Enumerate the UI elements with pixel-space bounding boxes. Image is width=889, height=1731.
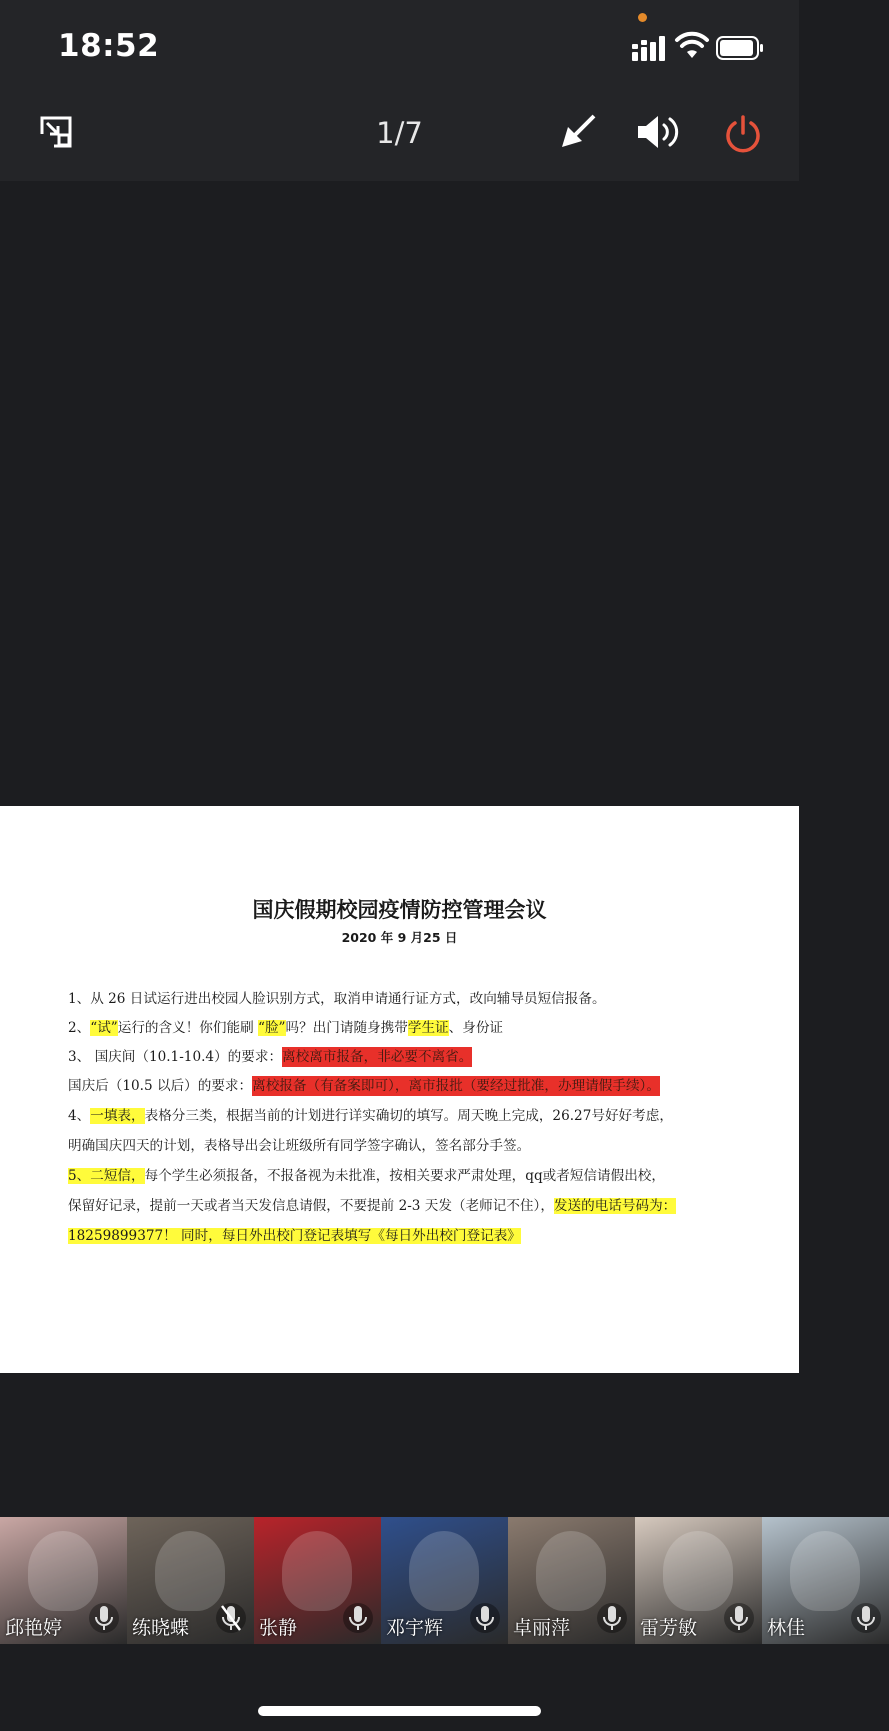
mic-icon: [724, 1600, 754, 1636]
participant-name: 张静: [259, 1617, 298, 1639]
highlighted-text: 离校离市报备，非必要不离省。: [282, 1049, 473, 1065]
speaker-icon[interactable]: [636, 114, 682, 150]
highlighted-text: 学生证: [407, 1020, 449, 1036]
participant-video: [409, 1531, 479, 1611]
participant-tile[interactable]: [0, 1517, 127, 1644]
highlighted-text: 5、二短信，: [68, 1168, 145, 1184]
line-text: 、身份证: [448, 1020, 504, 1036]
highlighted-text: 发送的电话号码为：: [553, 1198, 677, 1214]
mic-icon: [597, 1600, 627, 1636]
mic-muted-icon: [216, 1600, 246, 1636]
line-text: 运行的含义！你们能刷: [117, 1020, 259, 1036]
document-line: [68, 1106, 673, 1126]
mic-icon: [470, 1600, 500, 1636]
document-line: [68, 1018, 503, 1038]
home-indicator[interactable]: [258, 1706, 541, 1716]
document-line: [68, 1166, 665, 1186]
line-text: 保留好记录，提前一天或者当天发信息请假，不要提前 2-3 天发（老师记不住），: [68, 1198, 554, 1214]
participant-tile[interactable]: [254, 1517, 381, 1644]
shared-screen-stage: [0, 181, 799, 1517]
participant-video: [28, 1531, 98, 1611]
participant-tile[interactable]: [762, 1517, 889, 1644]
document-line: [68, 1047, 472, 1067]
participant-tile[interactable]: [508, 1517, 635, 1644]
participant-name: 练晓蝶: [132, 1617, 190, 1639]
line-text: 3、 国庆间（10.1-10.4）的要求：: [68, 1049, 283, 1065]
highlighted-text: 18259899377！ 同时，每日外出校门登记表填写《每日外出校门登记表》: [68, 1228, 521, 1244]
document-line: [68, 1226, 521, 1246]
wifi-icon: [676, 34, 708, 60]
participant-video: [663, 1531, 733, 1611]
line-text: 1、从 26 日试运行进出校园人脸识别方式，取消申请通行证方式，改向辅导员短信报备。: [68, 991, 606, 1007]
participant-tile[interactable]: [127, 1517, 254, 1644]
line-text: 吗？出门请随身携带: [285, 1020, 408, 1036]
mic-icon: [89, 1600, 119, 1636]
cellular-signal-icon: [632, 36, 666, 61]
participant-name: 卓丽萍: [513, 1617, 571, 1639]
participant-name: 邱艳婷: [5, 1617, 63, 1639]
mic-in-use-indicator: [638, 13, 647, 22]
highlighted-text: 离校报备（有备案即可），离市报批（要经过批准，办理请假手续）。: [252, 1078, 660, 1094]
participant-name: 林佳: [767, 1617, 806, 1639]
highlighted-text: “脸”: [258, 1020, 286, 1036]
highlighted-text: 一填表，: [90, 1108, 145, 1124]
document-line: [68, 1136, 530, 1156]
page-indicator: 1/7: [376, 116, 423, 150]
status-time: 18:52: [58, 28, 160, 64]
annotate-arrow-icon[interactable]: [560, 113, 596, 149]
participant-name: 雷芳敏: [640, 1617, 698, 1639]
line-text: 2、: [68, 1020, 91, 1036]
participant-video: [155, 1531, 225, 1611]
line-text: 国庆后（10.5 以后）的要求：: [68, 1078, 253, 1094]
mic-icon: [343, 1600, 373, 1636]
mic-icon: [851, 1600, 881, 1636]
participant-name: 邓宇辉: [386, 1617, 444, 1639]
line-text: 每个学生必须报备，不报备视为未批准，按相关要求严肃处理，qq或者短信请假出校，: [144, 1168, 665, 1184]
battery-icon: [716, 36, 764, 60]
power-icon[interactable]: [724, 115, 762, 153]
participant-strip[interactable]: [0, 1517, 806, 1644]
document-title: 国庆假期校园疫情防控管理会议: [252, 898, 547, 922]
top-bar: [0, 0, 799, 181]
highlighted-text: “试”: [90, 1020, 118, 1036]
document-date: 2020 年 9 月25 日: [341, 930, 458, 945]
document-line: [68, 1196, 676, 1216]
document-line: [68, 989, 606, 1009]
shared-document-slide: [0, 806, 799, 1373]
participant-video: [536, 1531, 606, 1611]
participant-tile[interactable]: [635, 1517, 762, 1644]
participant-video: [790, 1531, 860, 1611]
participant-tile[interactable]: [381, 1517, 508, 1644]
document-line: [68, 1076, 660, 1096]
line-text: 表格分三类，根据当前的计划进行详实确切的填写。周天晚上完成，26.27号好好考虑，: [144, 1108, 673, 1124]
line-text: 4、: [68, 1108, 91, 1124]
line-text: 明确国庆四天的计划，表格导出会让班级所有同学签字确认，签名部分手签。: [68, 1138, 531, 1154]
participant-video: [282, 1531, 352, 1611]
